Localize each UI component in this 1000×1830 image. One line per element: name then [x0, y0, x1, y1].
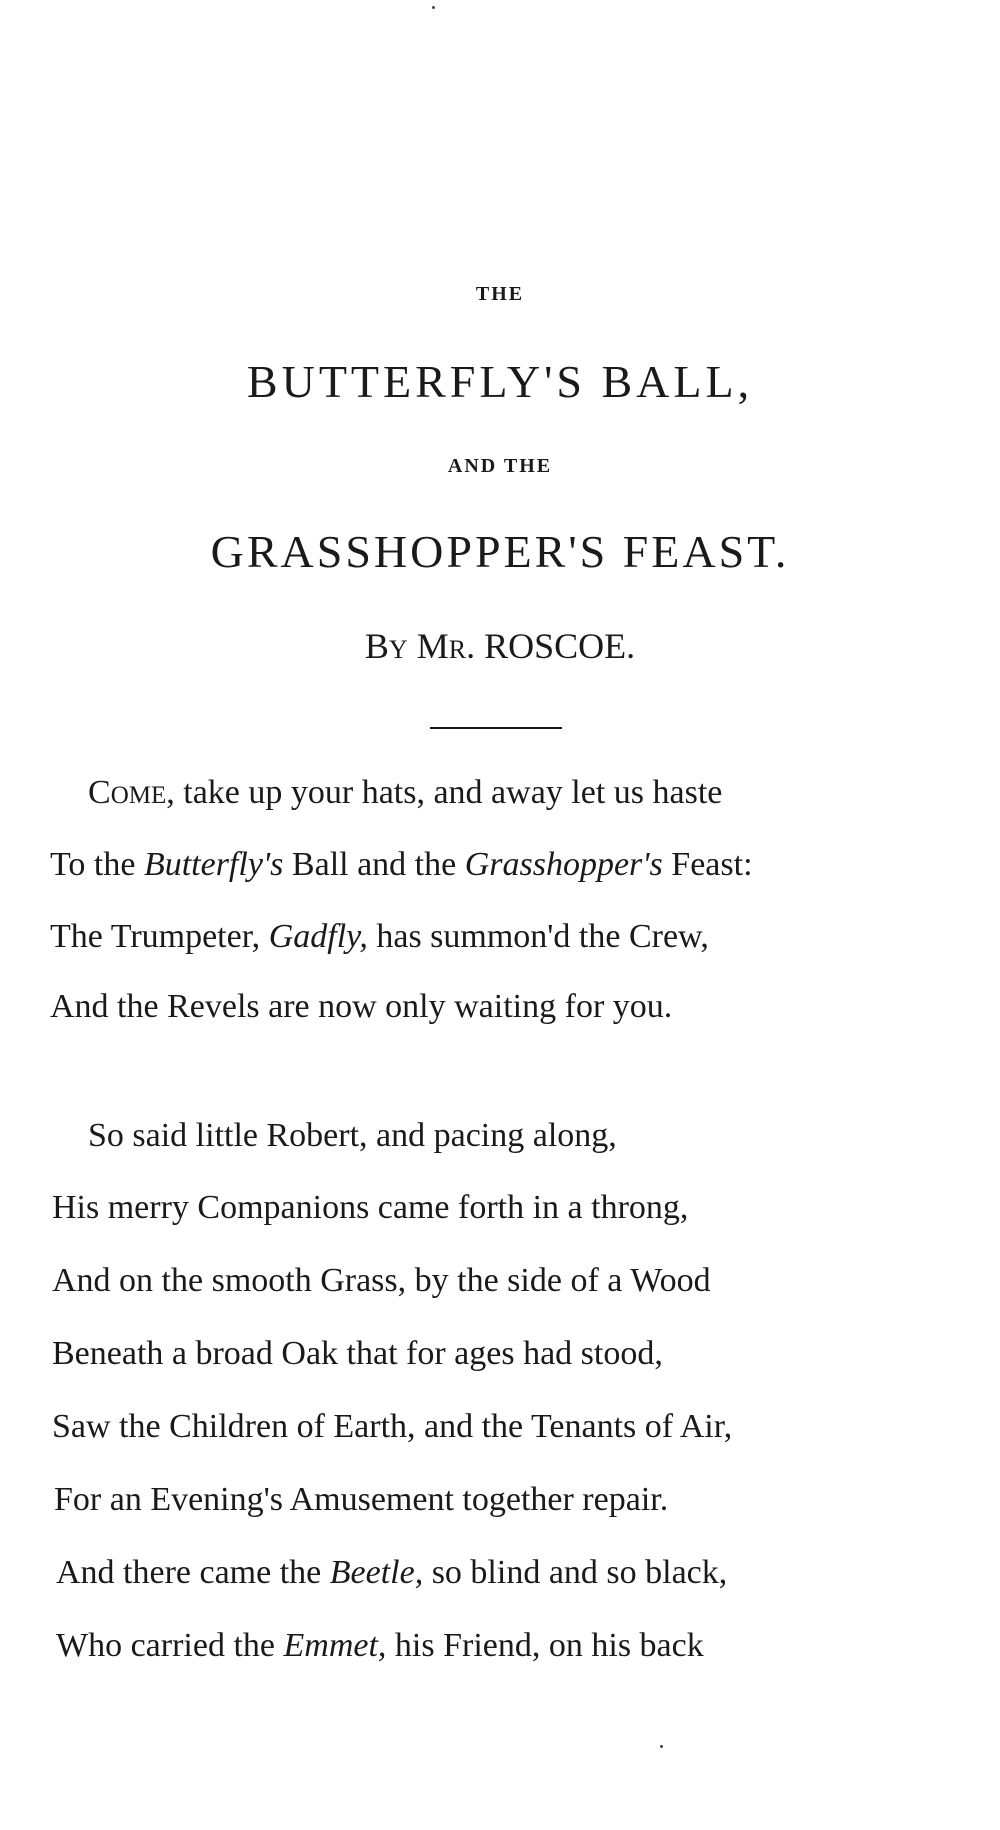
byline-name: . ROSCOE. — [466, 626, 636, 666]
verse-line — [56, 1627, 704, 1665]
verse-text: has summon'd the Crew, — [367, 918, 709, 955]
verse-italic: Grasshopper's — [464, 846, 663, 883]
verse-text: his Friend, on his back — [386, 1627, 704, 1664]
verse-text: To the — [50, 846, 144, 883]
title-the: THE — [475, 283, 525, 305]
verse-line: Saw the Children of Earth, and the Tenants of Air, — [52, 1408, 733, 1445]
verse-text: Feast: — [662, 846, 753, 883]
verse-text: The Trumpeter, — [50, 918, 269, 955]
verse-text: so blind and so black, — [423, 1554, 728, 1591]
byline-y: Y — [388, 635, 408, 664]
verse-line — [88, 774, 722, 812]
verse-line — [50, 846, 753, 884]
verse-line: His merry Companions came forth in a throng, — [52, 1189, 689, 1226]
verse-text: And there came the — [56, 1554, 330, 1591]
verse-italic: Beetle, — [329, 1554, 424, 1591]
verse-italic: Emmet, — [283, 1627, 387, 1664]
verse-line: And on the smooth Grass, by the side of a Wood — [52, 1262, 711, 1299]
verse-line — [50, 918, 709, 956]
byline — [0, 625, 1000, 667]
verse-italic: Butterfly's — [143, 846, 284, 883]
verse-line: And the Revels are now only waiting for you. — [50, 988, 673, 1025]
byline-b: B — [364, 626, 389, 666]
verse-italic: Gadfly, — [268, 918, 368, 955]
verse-line — [56, 1554, 727, 1592]
title-butterflys-ball: BUTTERFLY'S BALL, — [246, 356, 754, 407]
verse-text: Ball and the — [283, 846, 465, 883]
ink-speck — [660, 1745, 663, 1748]
verse-line: For an Evening's Amusement together repair. — [54, 1481, 669, 1518]
verse-line: So said little Robert, and pacing along, — [88, 1117, 617, 1154]
title-rule — [430, 727, 562, 729]
small-caps: OME — [110, 782, 167, 809]
verse-text: , take up your hats, and away let us haste — [166, 774, 723, 811]
verse-text: Who carried the — [56, 1627, 284, 1664]
byline-m: M — [416, 626, 449, 666]
title-and-the: AND THE — [447, 455, 553, 477]
ink-speck — [432, 6, 435, 9]
title-grasshoppers-feast: GRASSHOPPER'S FEAST. — [210, 526, 790, 577]
drop-cap: C — [88, 774, 111, 811]
byline-r: R — [448, 635, 467, 664]
verse-line: Beneath a broad Oak that for ages had stood, — [52, 1335, 663, 1372]
